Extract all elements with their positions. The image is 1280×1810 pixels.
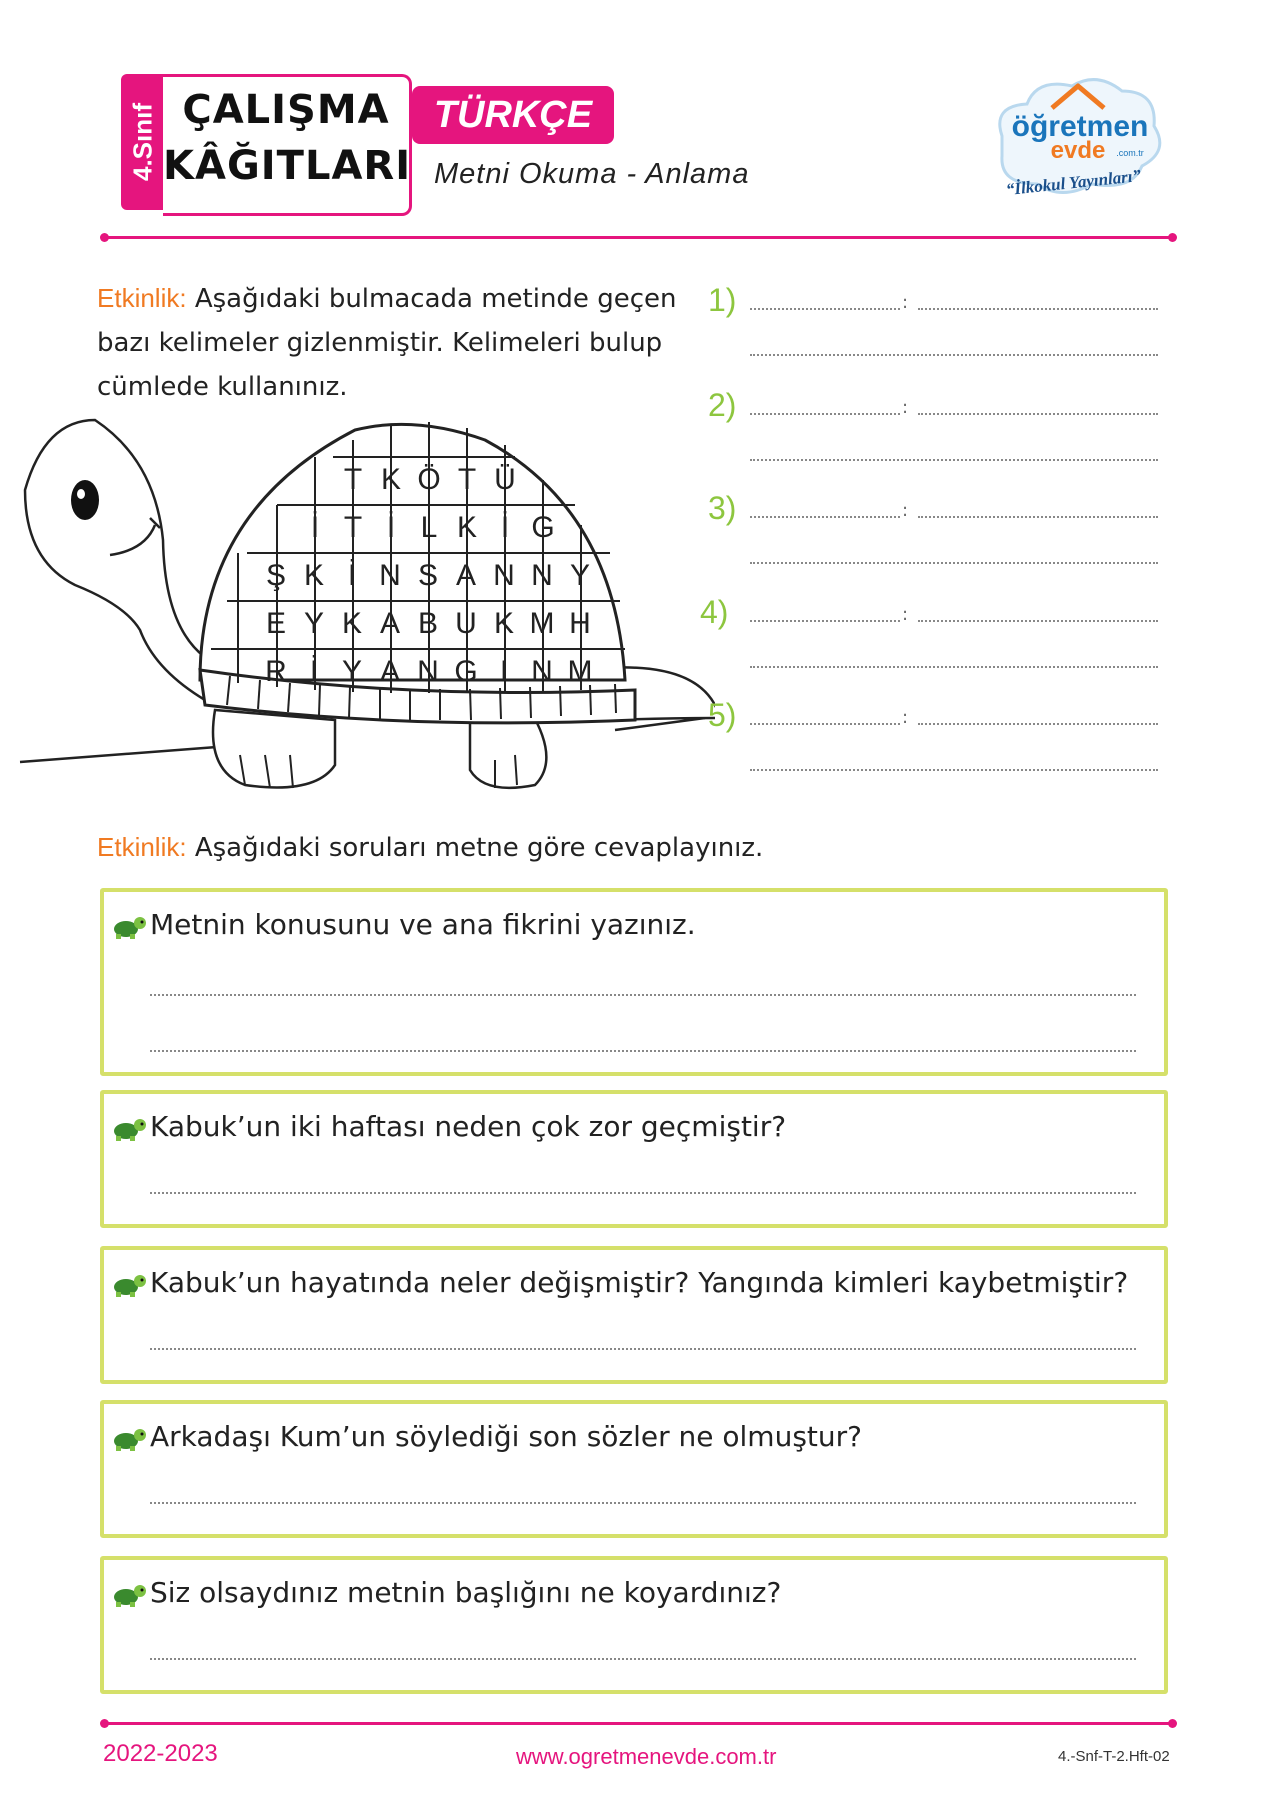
puzzle-cell: K — [493, 607, 514, 640]
title-line-1: ÇALIŞMA — [182, 87, 390, 133]
sentence-answer-line[interactable] — [750, 459, 1158, 461]
puzzle-cell: G — [531, 511, 555, 544]
turtle-icon — [112, 1582, 148, 1608]
sentence-answer-line[interactable] — [750, 666, 1158, 668]
puzzle-cell: Y — [303, 607, 324, 640]
question-box — [100, 888, 1168, 1076]
puzzle-cell: A — [379, 607, 400, 640]
puzzle-cell: E — [265, 607, 286, 640]
puzzle-cell: N — [417, 655, 439, 688]
answer-line[interactable] — [150, 1658, 1136, 1660]
puzzle-cell: A — [379, 655, 400, 688]
word-answer-line[interactable] — [750, 620, 900, 622]
rule-dot — [1168, 233, 1177, 242]
puzzle-cell: Ü — [494, 463, 516, 496]
activity-1-line-1: Aşağıdaki bulmacada metinde geçen — [194, 284, 677, 314]
worksheet-title — [163, 74, 412, 216]
word-answer-line[interactable] — [750, 413, 900, 415]
question-box — [100, 1400, 1168, 1538]
puzzle-cell: K — [303, 559, 324, 592]
sentence-answer-line[interactable] — [750, 769, 1158, 771]
question-text: Siz olsaydınız metnin başlığını ne koyardınız? — [150, 1576, 782, 1609]
activity-1-label: Etkinlik: — [97, 283, 187, 313]
puzzle-cell: Ş — [265, 559, 286, 592]
answer-line[interactable] — [150, 1192, 1136, 1194]
answer-number: 1) — [708, 282, 737, 318]
answer-line[interactable] — [150, 994, 1136, 996]
sentence-answer-line[interactable] — [918, 413, 1158, 415]
puzzle-cell: R — [265, 655, 287, 688]
sentence-answer-line[interactable] — [918, 516, 1158, 518]
puzzle-cell: H — [569, 607, 591, 640]
puzzle-cell: L — [420, 511, 438, 544]
sentence-answer-line[interactable] — [750, 354, 1158, 356]
grade-label: 4.Sınıf — [127, 102, 158, 182]
word-answer-line[interactable] — [750, 723, 900, 725]
document-code: 4.-Snf-T-2.Hft-02 — [1058, 1748, 1170, 1765]
logo-domain: .com.tr — [1116, 148, 1144, 158]
puzzle-cell: K — [380, 463, 401, 496]
puzzle-cell: İ — [309, 655, 319, 688]
puzzle-cell: T — [343, 511, 363, 544]
separator-colon: : — [902, 397, 909, 418]
turtle-icon — [112, 1116, 148, 1142]
puzzle-cell: N — [493, 559, 515, 592]
puzzle-cell: K — [456, 511, 477, 544]
turtle-icon — [112, 914, 148, 940]
puzzle-cell: İ — [347, 559, 357, 592]
question-box — [100, 1246, 1168, 1384]
website-link[interactable]: www.ogretmenevde.com.tr — [516, 1744, 777, 1769]
sentence-answer-line[interactable] — [918, 308, 1158, 310]
activity-2-instructions — [97, 825, 997, 870]
logo-tagline: “İlkokul Yayınları” — [1005, 165, 1142, 200]
sentence-answer-line[interactable] — [750, 562, 1158, 564]
word-answer-line[interactable] — [750, 308, 900, 310]
rule-dot — [1168, 1719, 1177, 1728]
question-text: Kabuk’un hayatında neler değişmiştir? Yangında kimleri kaybetmiştir? — [150, 1266, 1129, 1299]
question-box — [100, 1556, 1168, 1694]
puzzle-cell: N — [531, 655, 553, 688]
sentence-answer-line[interactable] — [918, 620, 1158, 622]
sentence-answer-line[interactable] — [918, 723, 1158, 725]
puzzle-cell: M — [567, 655, 593, 688]
turtle-icon — [112, 1272, 148, 1298]
activity-1-instructions — [97, 276, 707, 409]
answer-number: 3) — [708, 490, 737, 526]
topic-subtitle: Metni Okuma - Anlama — [434, 158, 750, 190]
answer-number: 4) — [700, 594, 729, 630]
logo-word-1: öğretmen — [1011, 110, 1149, 143]
puzzle-cell: T — [343, 463, 363, 496]
question-text: Kabuk’un iki haftası neden çok zor geçmiştir? — [150, 1110, 787, 1143]
activity-1-line-2: bazı kelimeler gizlenmiştir. Kelimeleri bulup — [97, 328, 663, 358]
activity-2-label: Etkinlik: — [97, 832, 187, 862]
activity-2-text: Aşağıdaki soruları metne göre cevaplayınız. — [194, 833, 764, 863]
turtle-icon — [112, 1426, 148, 1452]
puzzle-cell: K — [341, 607, 362, 640]
puzzle-cell: B — [417, 607, 438, 640]
answer-number: 2) — [708, 387, 737, 423]
puzzle-cell: U — [455, 607, 477, 640]
logo-word-2: evde — [1050, 137, 1106, 164]
puzzle-cell: İ — [500, 511, 510, 544]
puzzle-cell: Y — [569, 559, 590, 592]
school-year: 2022-2023 — [103, 1740, 218, 1767]
puzzle-cell: İ — [310, 511, 320, 544]
puzzle-cell: İ — [386, 511, 396, 544]
puzzle-cell: I — [499, 655, 509, 688]
publisher-logo — [982, 66, 1172, 216]
puzzle-cell: S — [417, 559, 438, 592]
question-text: Arkadaşı Kum’un söylediği son sözler ne olmuştur? — [150, 1420, 863, 1453]
title-line-2: KÂĞITLARI — [163, 143, 412, 189]
puzzle-cell: Ö — [417, 463, 441, 496]
answer-number: 5) — [708, 697, 737, 733]
header-divider — [104, 236, 1172, 239]
grade-tab — [121, 74, 165, 210]
puzzle-cell: M — [529, 607, 555, 640]
footer-divider — [104, 1722, 1172, 1725]
question-box — [100, 1090, 1168, 1228]
subject-badge: TÜRKÇE — [412, 86, 614, 144]
answer-line[interactable] — [150, 1348, 1136, 1350]
activity-1-line-3: cümlede kullanınız. — [97, 372, 348, 402]
separator-colon: : — [902, 500, 909, 521]
separator-colon: : — [902, 292, 909, 313]
word-answer-line[interactable] — [750, 516, 900, 518]
answer-line[interactable] — [150, 1050, 1136, 1052]
puzzle-cell: G — [454, 655, 478, 688]
question-text: Metnin konusunu ve ana fikrini yazınız. — [150, 908, 696, 941]
puzzle-cell: A — [455, 559, 476, 592]
separator-colon: : — [902, 604, 909, 625]
puzzle-cell: Y — [341, 655, 362, 688]
answer-line[interactable] — [150, 1502, 1136, 1504]
puzzle-cell: T — [457, 463, 477, 496]
separator-colon: : — [902, 707, 909, 728]
puzzle-cell: N — [379, 559, 401, 592]
puzzle-cell: N — [531, 559, 553, 592]
